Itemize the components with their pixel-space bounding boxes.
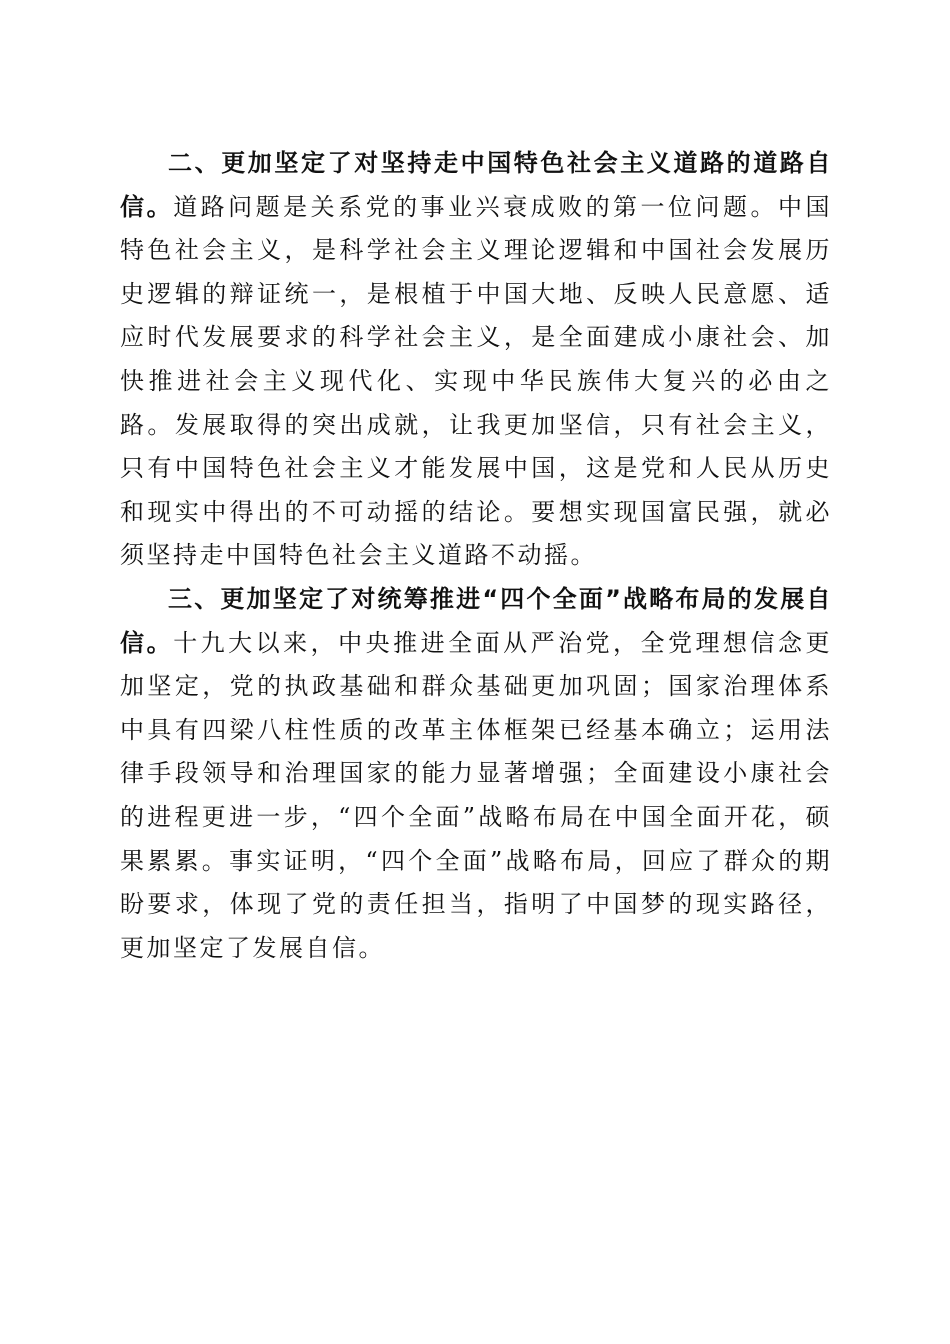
document-body bbox=[120, 142, 832, 970]
paragraph-text: 十九大以来，中央推进全面从严治党，全党理想信念更加坚定，党的执政基础和群众基础更加巩固；国家治理体系中具有四梁八柱性质的改革主体框架已经基本确立；运用法律手段领导和治理国家的能力显著增强；全面建设小康社会的进程更进一步，“四个全面”战略布局在中国全面开花，硕果累累。事实证明，“四个全面”战略布局，回应了群众的期盼要求，体现了党的责任担当，指明了中国梦的现实路径，更加坚定了发展自信。 bbox=[120, 628, 832, 962]
paragraph-text: 道路问题是关系党的事业兴衰成败的第一位问题。中国特色社会主义，是科学社会主义理论逻辑和中国社会发展历史逻辑的辩证统一，是根植于中国大地、反映人民意愿、适应时代发展要求的科学社会主义，是全面建成小康社会、加快推进社会主义现代化、实现中华民族伟大复兴的必由之路。发展取得的突出成就，让我更加坚信，只有社会主义，只有中国特色社会主义才能发展中国，这是党和人民从历史和现实中得出的不可动摇的结论。要想实现国富民强，就必须坚持走中国特色社会主义道路不动摇。 bbox=[120, 192, 832, 570]
paragraph-heading: 三、更加坚定了对统筹推进“四个全面”战略布局的发展自信。 bbox=[120, 584, 832, 657]
paragraph-heading: 二、更加坚定了对坚持走中国特色社会主义道路的道路自信。 bbox=[120, 149, 832, 221]
paragraph-road-confidence bbox=[120, 142, 832, 578]
paragraph-development-confidence bbox=[120, 578, 832, 970]
